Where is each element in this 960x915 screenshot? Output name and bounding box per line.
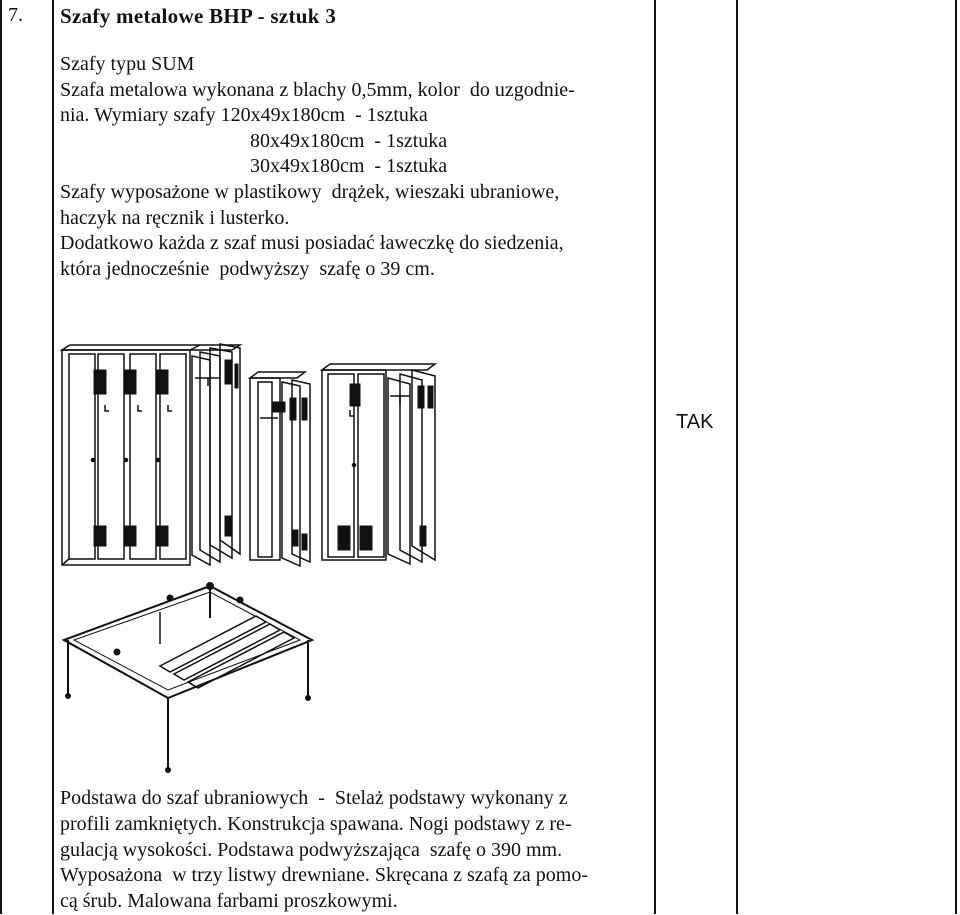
compliance-value: TAK <box>676 411 714 433</box>
base-description <box>60 786 640 915</box>
row-number: 7. <box>8 4 23 26</box>
footer-line: Wyposażona w trzy listwy drewniane. Skręcana z szafą za pomo- <box>60 864 589 887</box>
locker-large <box>62 344 240 565</box>
bench-base-drawing <box>60 578 320 773</box>
description-line: 80x49x180cm - 1sztuka <box>250 129 448 152</box>
item-description <box>60 52 630 282</box>
table-divider-1 <box>52 0 54 914</box>
footer-line: profili zamkniętych. Konstrukcja spawana. Nogi podstawy z re- <box>60 812 572 835</box>
table-divider-2 <box>654 0 656 914</box>
description-line: nia. Wymiary szafy 120x49x180cm - 1sztuka <box>60 104 428 127</box>
description-line: która jednocześnie podwyższy szafę o 39 cm. <box>60 257 435 280</box>
table-border-left <box>0 0 2 914</box>
footer-line: gulacją wysokości. Podstawa podwyższająca szafę o 390 mm. <box>60 838 563 861</box>
description-line: haczyk na ręcznik i lusterko. <box>60 206 290 229</box>
footer-line: cą śrub. Malowana farbami proszkowymi. <box>60 890 398 913</box>
locker-medium <box>322 364 435 564</box>
table-border-right <box>955 0 957 914</box>
locker-drawings <box>60 340 470 570</box>
description-line: Szafy typu SUM <box>60 53 195 75</box>
description-line: Szafy wyposażone w plastikowy drążek, wieszaki ubraniowe, <box>60 180 560 203</box>
description-line: 30x49x180cm - 1sztuka <box>250 155 448 178</box>
item-title: Szafy metalowe BHP - sztuk 3 <box>60 4 337 28</box>
table-divider-3 <box>736 0 738 914</box>
description-line: Dodatkowo każda z szaf musi posiadać ławeczkę do siedzenia, <box>60 232 564 255</box>
locker-small <box>250 372 310 566</box>
footer-line: Podstawa do szaf ubraniowych - Stelaż podstawy wykonany z <box>60 787 568 809</box>
description-line: Szafa metalowa wykonana z blachy 0,5mm, kolor do uzgodnie- <box>60 78 575 101</box>
